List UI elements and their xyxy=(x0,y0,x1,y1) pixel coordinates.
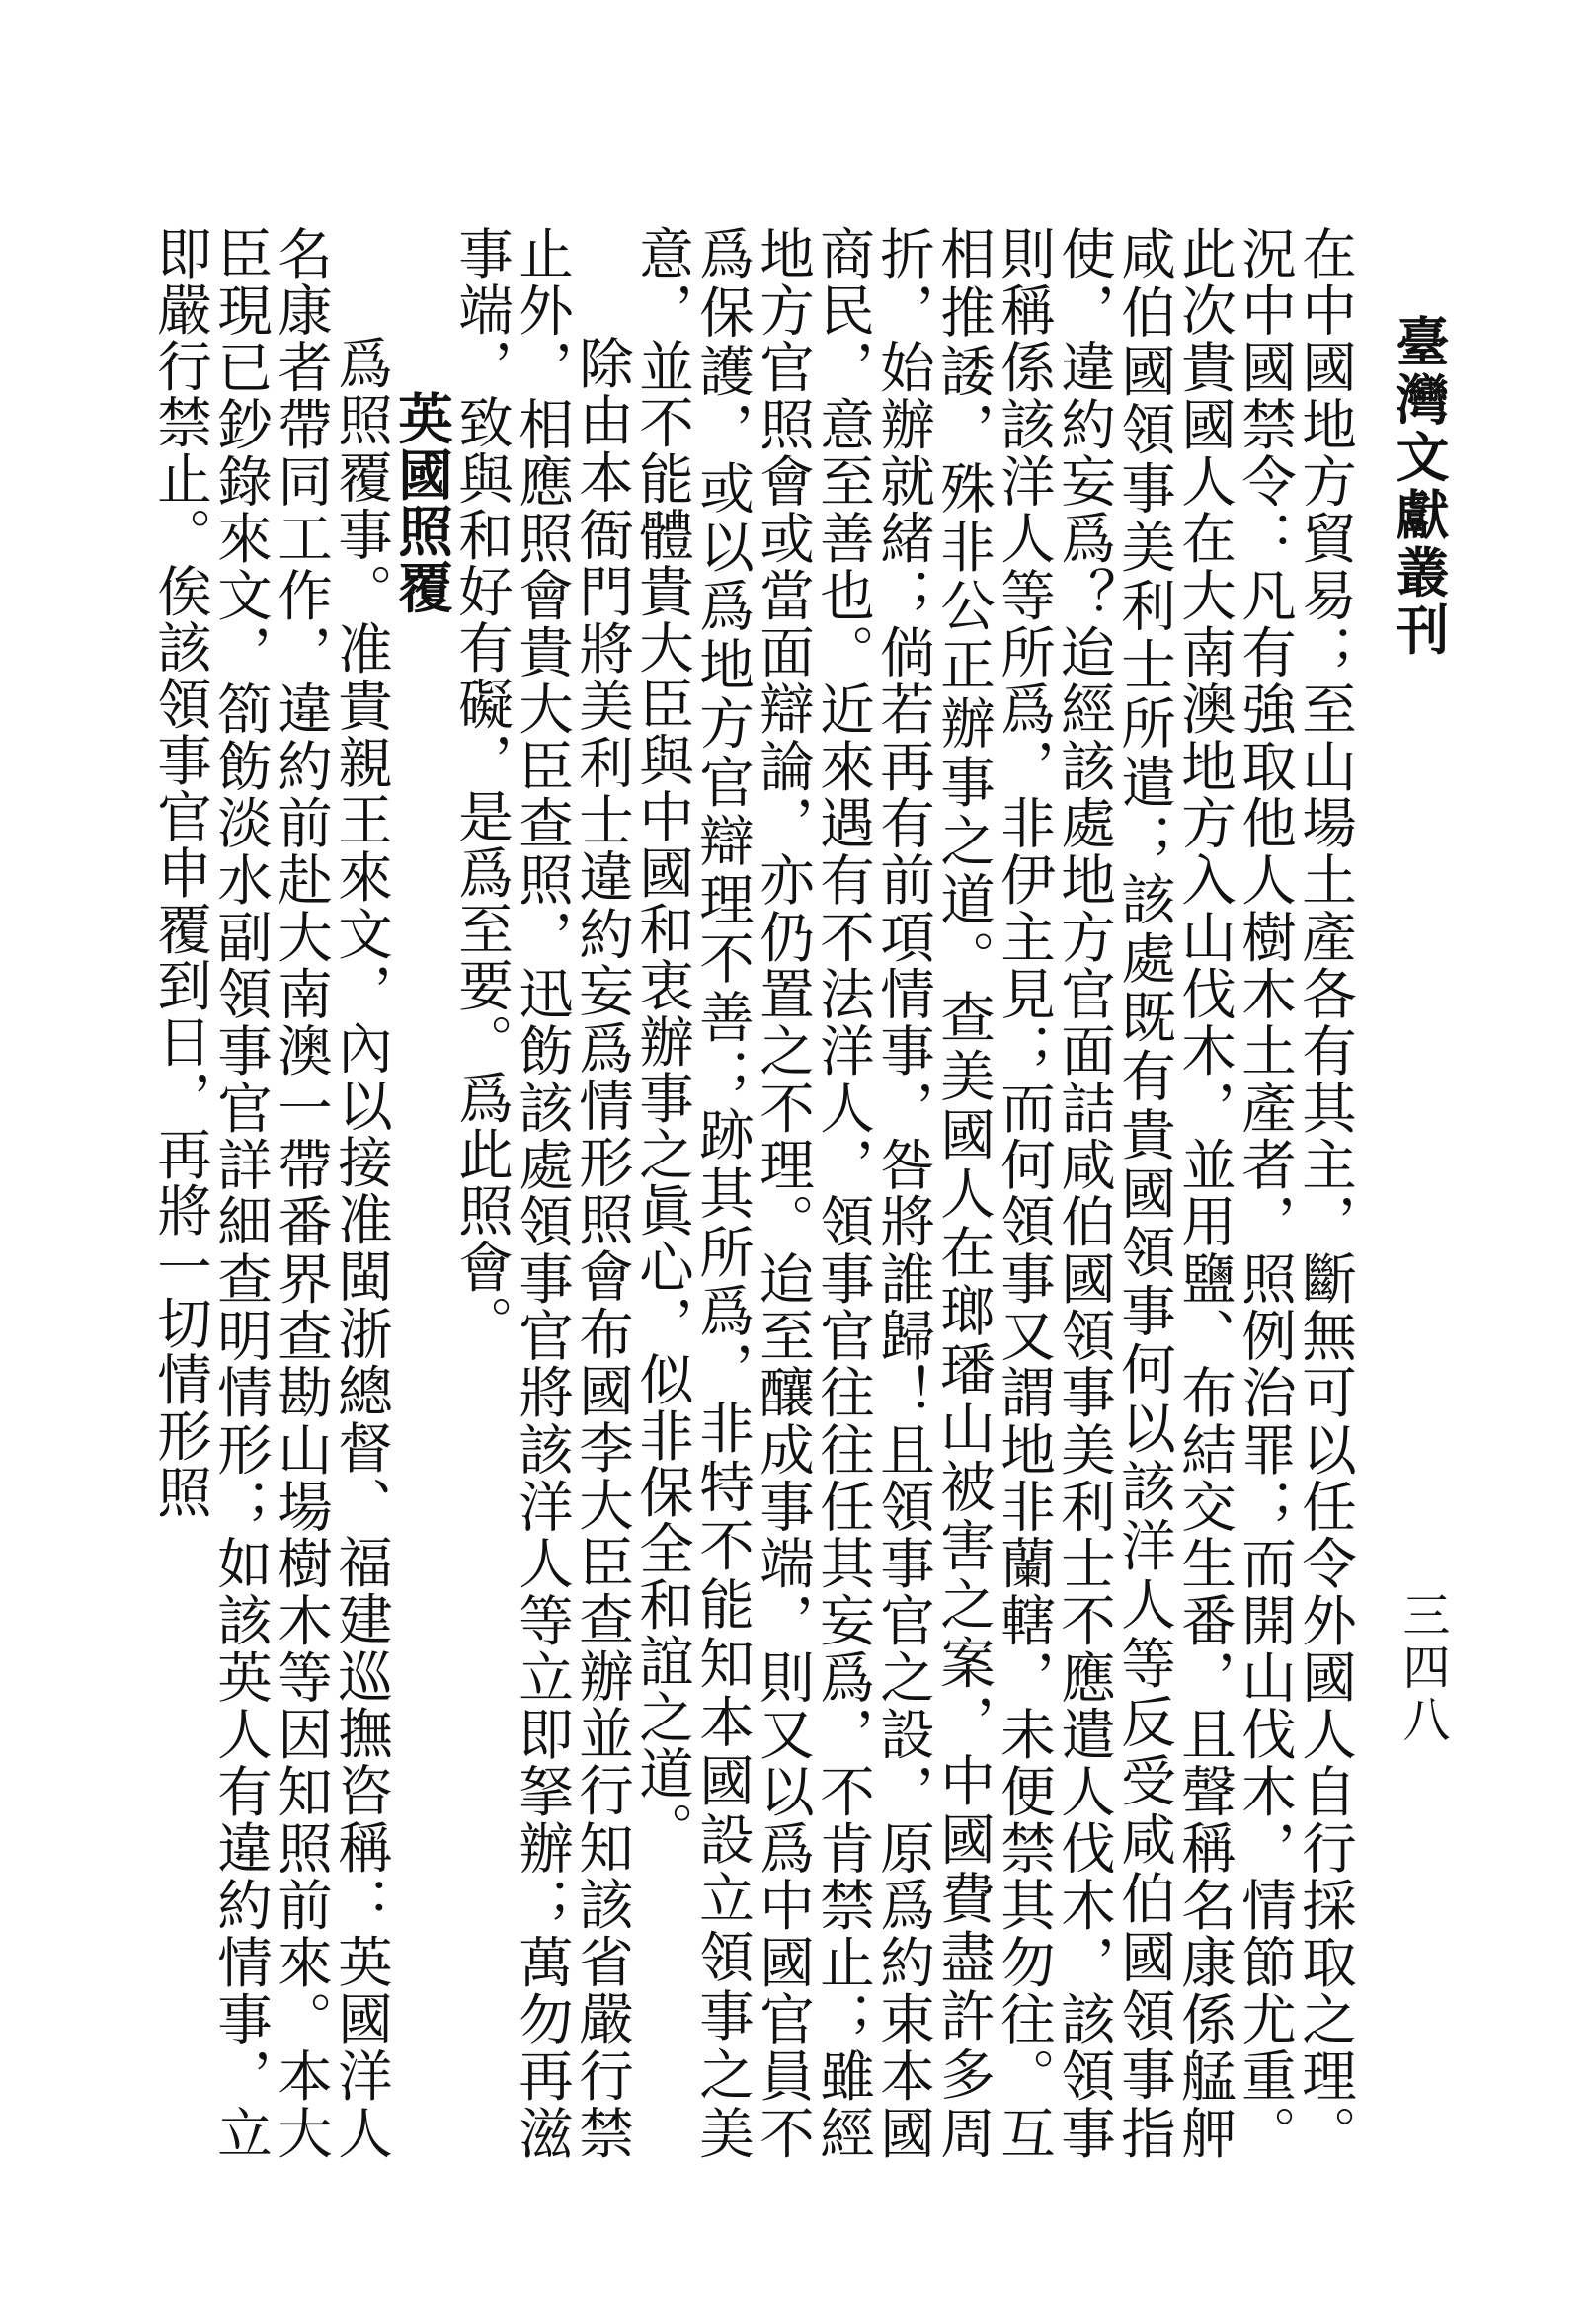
page-number: 三四八 xyxy=(1395,1590,1450,1747)
section-heading: 英國照覆 xyxy=(388,389,452,615)
body-text xyxy=(147,225,1356,2161)
running-title: 臺灣文獻叢刊 xyxy=(1388,314,1451,660)
paragraph-3: 爲照覆事。准貴親王來文，內以接准閩浙總督、福建巡撫咨稱：英國洋人名康者帶同工作，違約前赴大南澳一帶番界查勘山場樹木等因知照前來。本大臣現已鈔錄來文，箚飭淡水副領事官詳細查明情形；如該英人有違約情事，立即嚴行禁止。俟該領事官申覆到日，再將一切情形照 xyxy=(147,225,392,2161)
paragraph-1: 在中國地方貿易；至山場土產各有其主，斷無可以任令外國人自行採取之理。況中國禁令：凡有強取他人樹木土產者，照例治罪；而開山伐木，情節尤重。此次貴國人在大南澳地方入山伐木，並用鹽、布結交生番，且聲稱名康係艋舺咸伯國領事美利士所遣；該處既有貴國領事何以該洋人等反受咸伯國領事指使，違約妄爲？迨經該處地方官面詰咸伯國領事美利士不應遣人伐木，該領事則稱係該洋人等所爲，非伊主見；而何領事又謂地非蘭轄，未便禁其勿往。互相推諉，殊非公正辦事之道。查美國人在瑯璠山被害之案，中國費盡許多周折，始辦就緒；倘若再有前項情事，咎將誰歸！且領事官之設，原爲約束本國商民，意至善也。近來遇有不法洋人，領事官往往任其妄爲，不肯禁止；雖經地方官照會或當面辯論，亦仍置之不理。迨至釀成事端，則又以爲中國官員不爲保護，或以爲地方官辯理不善；跡其所爲，非特不能知本國設立領事之美意，並不能體貴大臣與中國和衷辦事之眞心，似非保全和誼之道。 xyxy=(629,225,1356,2161)
paragraph-2: 除由本衙門將美利士違約妄爲情形照會布國李大臣查辦並行知該省嚴行禁止外，相應照會貴大臣查照，迅飭該處領事官將該洋人等立即拏辦；萬勿再滋事端，致與和好有礙，是爲至要。爲此照會。 xyxy=(448,225,633,2161)
